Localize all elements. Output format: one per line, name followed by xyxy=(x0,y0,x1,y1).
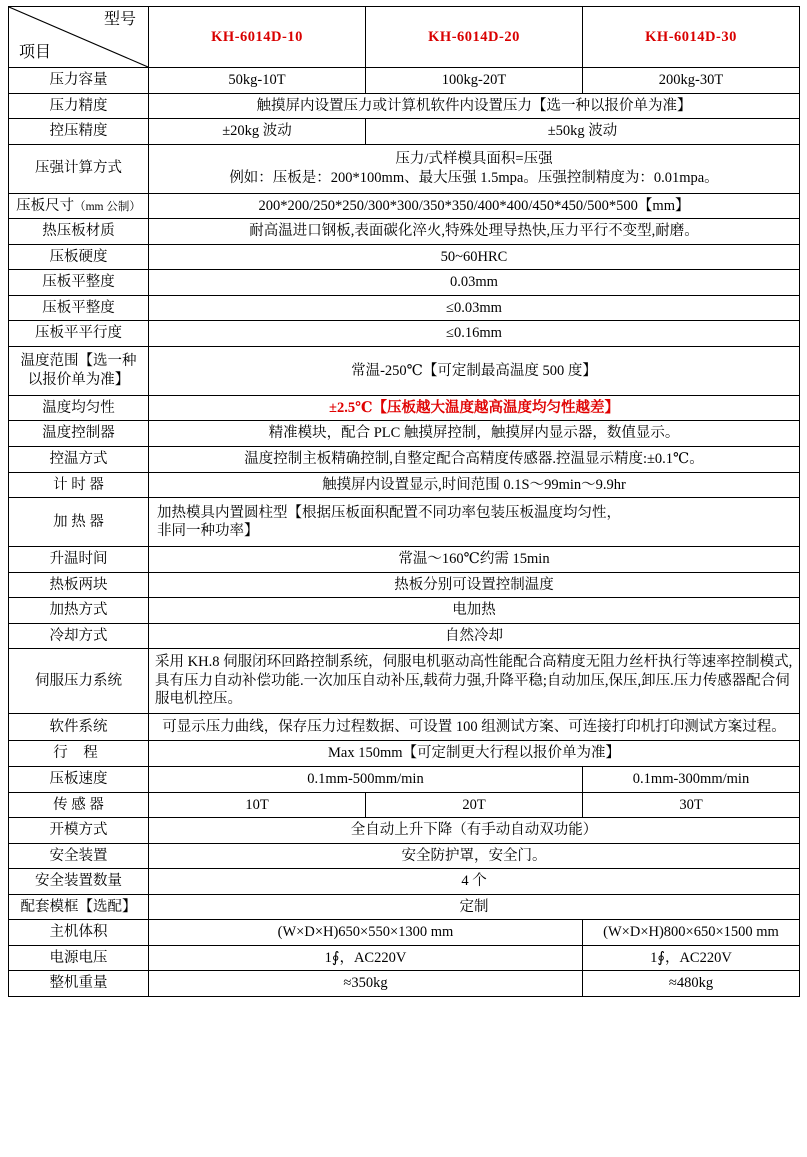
row-value: 精准模块，配合 PLC 触摸屏控制，触摸屏内显示器，数值显示。 xyxy=(149,421,800,447)
row-value: 常温～160℃约需 15min xyxy=(149,547,800,573)
header-item-label: 项目 xyxy=(19,43,52,61)
table-row xyxy=(9,219,800,245)
row-value: 0.1mm-300mm/min xyxy=(583,767,800,793)
row-value: 1∮，AC220V xyxy=(583,945,800,971)
row-label-safety-device: 安全装置 xyxy=(9,843,149,869)
table-row xyxy=(9,920,800,946)
table-row xyxy=(9,818,800,844)
table-row xyxy=(9,767,800,793)
row-value: ±20kg 波动 xyxy=(149,119,366,145)
row-label-platen-flatness-2: 压板平整度 xyxy=(9,295,149,321)
row-label-cooling-method: 冷却方式 xyxy=(9,623,149,649)
table-row xyxy=(9,598,800,624)
table-row xyxy=(9,472,800,498)
table-row xyxy=(9,894,800,920)
table-row xyxy=(9,498,800,547)
model-header-3: KH-6014D-30 xyxy=(583,7,800,68)
row-label-temperature-control-mode: 控温方式 xyxy=(9,447,149,473)
temp-range-label-line-2: 以报价单为准】 xyxy=(27,371,130,388)
table-row xyxy=(9,119,800,145)
row-value xyxy=(149,144,800,193)
row-value: 温度控制主板精确控制,自整定配合高精度传感器.控温显示精度:±0.1℃。 xyxy=(149,447,800,473)
row-label-pressure-capacity: 压力容量 xyxy=(9,68,149,94)
row-value: 耐高温进口钢板,表面碳化淬火,特殊处理导热快,压力平行不变型,耐磨。 xyxy=(149,219,800,245)
header-model-label: 型号 xyxy=(103,11,136,28)
table-row xyxy=(9,270,800,296)
model-header-1: KH-6014D-10 xyxy=(149,7,366,68)
row-label-timer: 计 时 器 xyxy=(9,472,149,498)
table-row xyxy=(9,68,800,94)
table-row xyxy=(9,421,800,447)
heater-line-1: 加热模具内置圆柱型【根据压板面积配置不同功率包装压板温度均匀性， xyxy=(157,504,621,521)
platen-size-values: 200*200/250*250/300*300/350*350/400*400/450*450/500*500 xyxy=(258,197,638,214)
row-value: 热板分别可设置控制温度 xyxy=(149,572,800,598)
row-value: 可显示压力曲线，保存压力过程数据、可设置 100 组测试方案、可连接打印机打印测试方案过程。 xyxy=(149,713,800,741)
row-value: ≈350kg xyxy=(149,971,583,997)
table-row xyxy=(9,945,800,971)
row-value: Max 150mm【可定制更大行程以报价单为准】 xyxy=(149,741,800,767)
row-label-temperature-controller: 温度控制器 xyxy=(9,421,149,447)
row-label-platen-size xyxy=(9,193,149,219)
row-label-mold-frame: 配套模框【选配】 xyxy=(9,894,149,920)
row-label-servo-pressure-system: 伺服压力系统 xyxy=(9,649,149,714)
table-header-row xyxy=(9,7,800,68)
row-label-heating-time: 升温时间 xyxy=(9,547,149,573)
table-row xyxy=(9,572,800,598)
table-row xyxy=(9,741,800,767)
row-value: 50~60HRC xyxy=(149,244,800,270)
row-value: 采用 KH.8 伺服闭环回路控制系统，伺服电机驱动高性能配合高精度无阻力丝杆执行等速率控制模式,具有压力自动补偿功能.一次加压自动补压,载荷力强,升降平稳;自动加压,保压,卸压.压力传感器配合伺服电机控压。 xyxy=(149,649,800,714)
row-value: 全自动上升下降（有手动自动双功能） xyxy=(149,818,800,844)
platen-size-main: 压板尺寸 xyxy=(16,197,75,214)
temp-range-label-line-1: 温度范围【选一种 xyxy=(20,353,137,370)
row-value: ≈480kg xyxy=(583,971,800,997)
row-value: ≤0.03mm xyxy=(149,295,800,321)
table-row xyxy=(9,295,800,321)
row-value: ≤0.16mm xyxy=(149,321,800,347)
row-value: 安全防护罩，安全门。 xyxy=(149,843,800,869)
row-value: 常温-250℃【可定制最高温度 500 度】 xyxy=(149,346,800,395)
row-label-platen-hardness: 压板硬度 xyxy=(9,244,149,270)
row-value: 0.03mm xyxy=(149,270,800,296)
row-value: 20T xyxy=(366,792,583,818)
row-value xyxy=(149,193,800,219)
table-row xyxy=(9,869,800,895)
table-row xyxy=(9,971,800,997)
specification-table xyxy=(8,6,800,997)
row-label-safety-device-count: 安全装置数量 xyxy=(9,869,149,895)
table-row xyxy=(9,713,800,741)
row-value: 触摸屏内设置显示,时间范围 0.1S～99min～9.9hr xyxy=(149,472,800,498)
row-label-platen-material: 热压板材质 xyxy=(9,219,149,245)
row-value: (W×D×H)800×650×1500 mm xyxy=(583,920,800,946)
table-row xyxy=(9,395,800,421)
row-value: 4 个 xyxy=(149,869,800,895)
row-label-platen-flatness-1: 压板平整度 xyxy=(9,270,149,296)
row-label-heater: 加 热 器 xyxy=(9,498,149,547)
row-value: 自然冷却 xyxy=(149,623,800,649)
heater-line-2: 非同一种功率】 xyxy=(157,523,259,540)
table-row xyxy=(9,649,800,714)
row-label-mold-opening: 开模方式 xyxy=(9,818,149,844)
row-value: ±50kg 波动 xyxy=(366,119,800,145)
model-header-2: KH-6014D-20 xyxy=(366,7,583,68)
platen-size-values-unit: 【mm】 xyxy=(637,197,690,214)
row-label-temperature-range xyxy=(9,346,149,395)
table-row xyxy=(9,792,800,818)
table-row xyxy=(9,547,800,573)
table-row xyxy=(9,93,800,119)
row-label-pressure-accuracy: 压力精度 xyxy=(9,93,149,119)
row-label-two-hot-plates: 热板两块 xyxy=(9,572,149,598)
row-value-highlight: ±2.5℃【压板越大温度越高温度均匀性越差】 xyxy=(149,395,800,421)
row-value: 10T xyxy=(149,792,366,818)
table-row xyxy=(9,193,800,219)
table-row xyxy=(9,623,800,649)
row-label-platen-parallelism: 压板平平行度 xyxy=(9,321,149,347)
table-row xyxy=(9,244,800,270)
row-label-temperature-uniformity: 温度均匀性 xyxy=(9,395,149,421)
platen-size-unit: （mm 公制） xyxy=(74,200,141,213)
row-value: 定制 xyxy=(149,894,800,920)
row-value: 200kg-30T xyxy=(583,68,800,94)
table-row xyxy=(9,447,800,473)
table-row xyxy=(9,843,800,869)
row-label-software-system: 软件系统 xyxy=(9,713,149,741)
row-label-power-voltage: 电源电压 xyxy=(9,945,149,971)
row-label-pressure-control-accuracy: 控压精度 xyxy=(9,119,149,145)
row-value: 100kg-20T xyxy=(366,68,583,94)
row-value xyxy=(149,498,800,547)
table-row xyxy=(9,321,800,347)
row-value: 1∮，AC220V xyxy=(149,945,583,971)
formula-line-1: 压力/式样模具面积=压强 xyxy=(395,151,553,168)
row-value: 30T xyxy=(583,792,800,818)
row-value: 0.1mm-500mm/min xyxy=(149,767,583,793)
row-label-sensor: 传 感 器 xyxy=(9,792,149,818)
row-label-heating-method: 加热方式 xyxy=(9,598,149,624)
row-label-pressure-formula: 压强计算方式 xyxy=(9,144,149,193)
row-label-total-weight: 整机重量 xyxy=(9,971,149,997)
row-label-machine-dimensions: 主机体积 xyxy=(9,920,149,946)
row-value: 电加热 xyxy=(149,598,800,624)
row-label-platen-speed: 压板速度 xyxy=(9,767,149,793)
row-value: 50kg-10T xyxy=(149,68,366,94)
formula-line-2: 例如：压板是：200*100mm、最大压强 1.5mpa。压强控制精度为：0.01mpa。 xyxy=(229,169,719,186)
row-value: (W×D×H)650×550×1300 mm xyxy=(149,920,583,946)
row-label-stroke: 行 程 xyxy=(9,741,149,767)
table-row xyxy=(9,144,800,193)
row-value: 触摸屏内设置压力或计算机软件内设置压力【选一种以报价单为准】 xyxy=(149,93,800,119)
header-corner-cell xyxy=(9,7,149,68)
table-row xyxy=(9,346,800,395)
